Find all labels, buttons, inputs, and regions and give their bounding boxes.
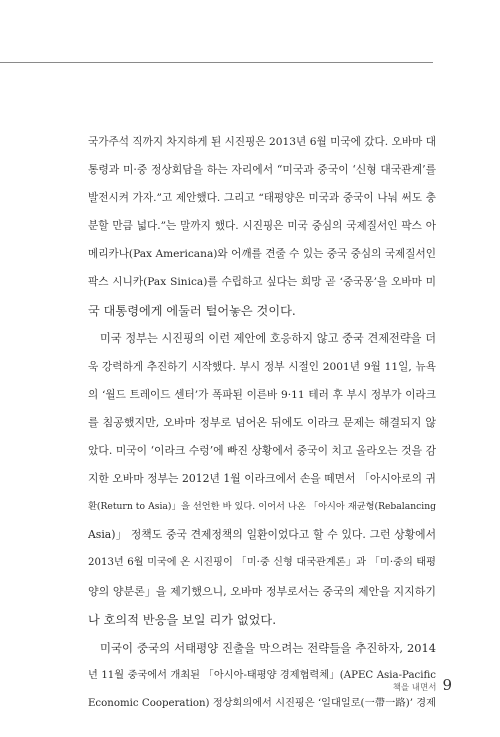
- text-line: 발전시켜 가자.”고 제안했다. 그리고 “태평양은 미국과 중국이 나눠 써도 충: [88, 192, 436, 205]
- text-line: Asia)」 정책도 중국 견제정책의 일환이었다고 할 수 있다. 그런 상황에서: [88, 528, 436, 542]
- text-line: 욱 강력하게 추진하기 시작했다. 부시 정부 시절인 2001년 9월 11일, 뉴욕: [88, 360, 436, 373]
- text-line: 미국이 중국의 서태평양 진출을 막으려는 전략들을 추진하자, 2014: [100, 640, 436, 655]
- text-line: 나 호의적 반응을 보일 리가 없었다.: [88, 612, 277, 627]
- text-line: 국가주석 직까지 차지하게 된 시진핑은 2013년 6월 미국에 갔다. 오바마 대: [88, 136, 436, 148]
- text-line: 2013년 6월 미국에 온 시진핑이 「미·중 신형 대국관계론」과 「미·중의 태평: [88, 557, 436, 569]
- text-line: 의 ‘월드 트레이드 센터’가 폭파된 이른바 9·11 테러 후 부시 정부가 이라크: [88, 388, 436, 401]
- page-number: 9: [442, 676, 452, 694]
- text-line: 팍스 시니카(Pax Sinica)를 수립하고 싶다는 희망 곧 ‘중국몽’을 오바마 미: [88, 276, 436, 289]
- text-line: Economic Cooperation) 정상회의에서 시진핑은 ‘일대일로(一帶一路)’ 경제: [88, 697, 436, 709]
- footer-section-label: 책을 내면서: [392, 683, 437, 693]
- header-rule: [0, 62, 433, 63]
- text-line: 환(Return to Asia)」을 선언한 바 있다. 이어서 나온 「아시아 재균형(Rebalancing: [88, 501, 436, 513]
- body-text: [88, 128, 436, 718]
- text-line: 년 11월 중국에서 개최된 「아시아-태평양 경제협력체」(APEC Asia-Pacific: [88, 669, 436, 681]
- text-line: 를 침공했지만, 오바마 정부로 넘어온 뒤에도 이라크 문제는 해결되지 않: [88, 415, 436, 429]
- text-line: 분할 만큼 넓다.”는 말까지 했다. 시진핑은 미국 중심의 국제질서인 팍스 아: [88, 220, 436, 233]
- text-line: 국 대통령에게 에둘러 털어놓은 것이다.: [88, 303, 296, 318]
- page-footer: [393, 676, 452, 694]
- text-line: 지한 오바마 정부는 2012년 1월 이라크에서 손을 떼면서 「아시아로의 귀: [88, 472, 436, 486]
- text-line: 통령과 미·중 정상회담을 하는 자리에서 “미국과 중국이 ‘신형 대국관계’를: [88, 163, 436, 177]
- text-line: 미국 정부는 시진핑의 이런 제안에 호응하지 않고 중국 견제전략을 더: [100, 331, 436, 345]
- text-line: 메리카나(Pax Americana)와 어깨를 견줄 수 있는 중국 중심의 국제질서인: [88, 248, 436, 261]
- text-line: 양의 양분론」을 제기했으니, 오바마 정부로서는 중국의 제안을 지지하기: [88, 584, 436, 598]
- text-line: 았다. 미국이 ‘이라크 수렁’에 빠진 상황에서 중국이 치고 올라오는 것을 감: [88, 444, 436, 458]
